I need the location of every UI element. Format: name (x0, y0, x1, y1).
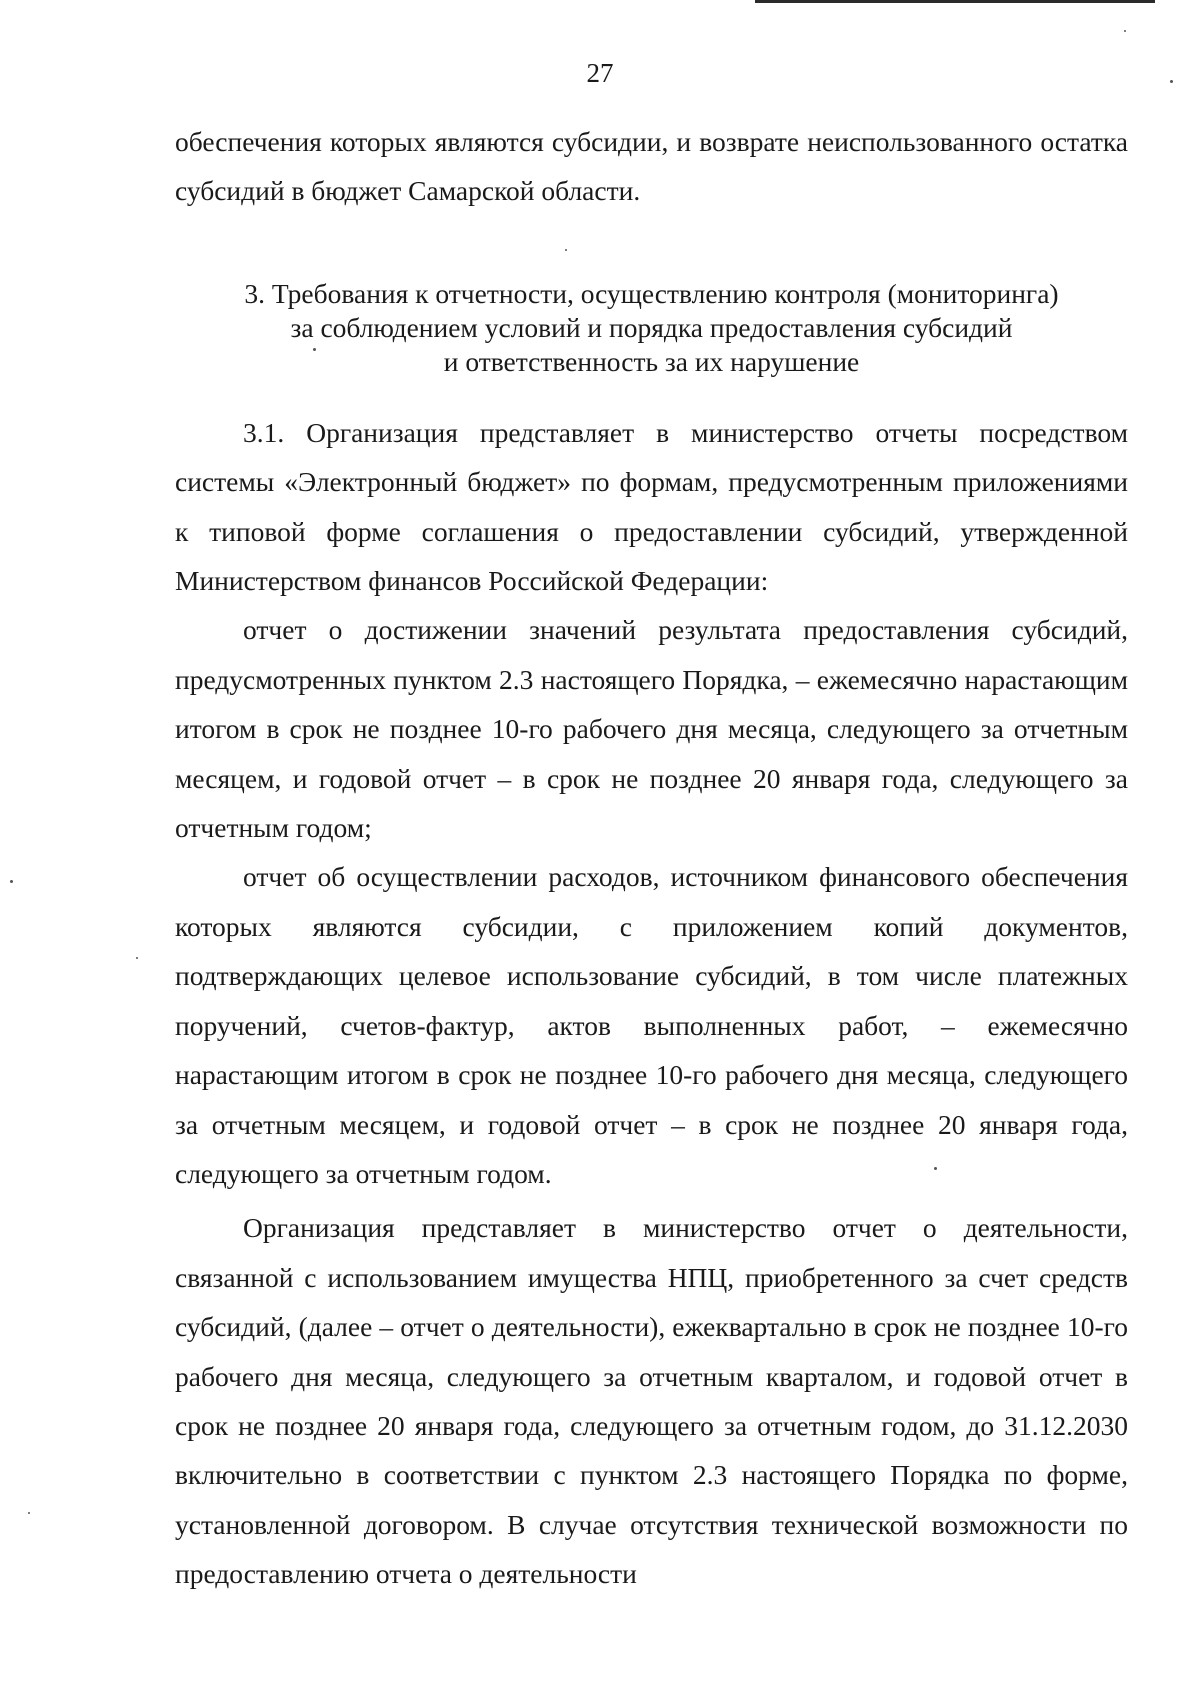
scan-speck (1124, 30, 1126, 32)
section-heading-line: и ответственность за их нарушение (443, 345, 860, 377)
section-heading (175, 277, 1128, 379)
paragraph-3-1: 3.1. Организация представляет в министерство отчеты посредством системы «Электронный бюджет» по формам, предусмотренным приложениями к типовой форме соглашения о предоставлении субсидий, утвержденной Министерством финансов Российской Федерации: (175, 416, 1128, 597)
scan-speck (565, 249, 567, 251)
scan-speck (10, 880, 13, 883)
scan-speck (313, 348, 316, 351)
document-body (175, 117, 1128, 1599)
section-heading-line: 3. Требования к отчетности, осуществлению контроля (мониторинга) (244, 277, 1059, 309)
scan-speck (136, 957, 138, 959)
page-number: 27 (586, 58, 614, 88)
top-edge-rule (755, 0, 1155, 3)
scan-speck (1170, 80, 1173, 83)
paragraph-continuation: обеспечения которых являются субсидии, и возврате неиспользованного остатка субсидий в бюджет Самарской области. (175, 126, 1128, 207)
scan-speck (934, 1167, 937, 1170)
paragraph-report-results: отчет о достижении значений результата предоставления субсидий, предусмотренных пунктом 2.3 настоящего Порядка, – ежемесячно нарастающим итогом в срок не позднее 10-го рабочего дня месяца, следующего за отчетным месяцем, и годовой отчет – в срок не позднее 20 января года, следующего за отчетным годом; (175, 614, 1128, 844)
paragraph-report-expenses: отчет об осуществлении расходов, источником финансового обеспечения которых являются субсидии, с приложением копий документов, подтверждающих целевое использование субсидий, в том числе платежных поручений, счетов-фактур, актов выполненных работ, – ежемесячно нарастающим итогом в срок не позднее 10-го рабочего дня месяца, следующего за отчетным месяцем, и годовой отчет – в срок не позднее 20 января года, следующего за отчетным годом. (175, 861, 1128, 1189)
section-heading-line: за соблюдением условий и порядка предоставления субсидий (290, 311, 1013, 343)
paragraph-activity-report: Организация представляет в министерство отчет о деятельности, связанной с использованием имущества НПЦ, приобретенного за счет средств субсидий, (далее – отчет о деятельности), ежеквартально в срок не позднее 10-го рабочего дня месяца, следующего за отчетным кварталом, и годовой отчет в срок не позднее 20 января года, следующего за отчетным годом, до 31.12.2030 включительно в соответствии с пунктом 2.3 настоящего Порядка по форме, установленной договором. В случае отсутствия технической возможности по предоставлению отчета о деятельности (175, 1212, 1128, 1590)
scan-speck (28, 1512, 30, 1514)
